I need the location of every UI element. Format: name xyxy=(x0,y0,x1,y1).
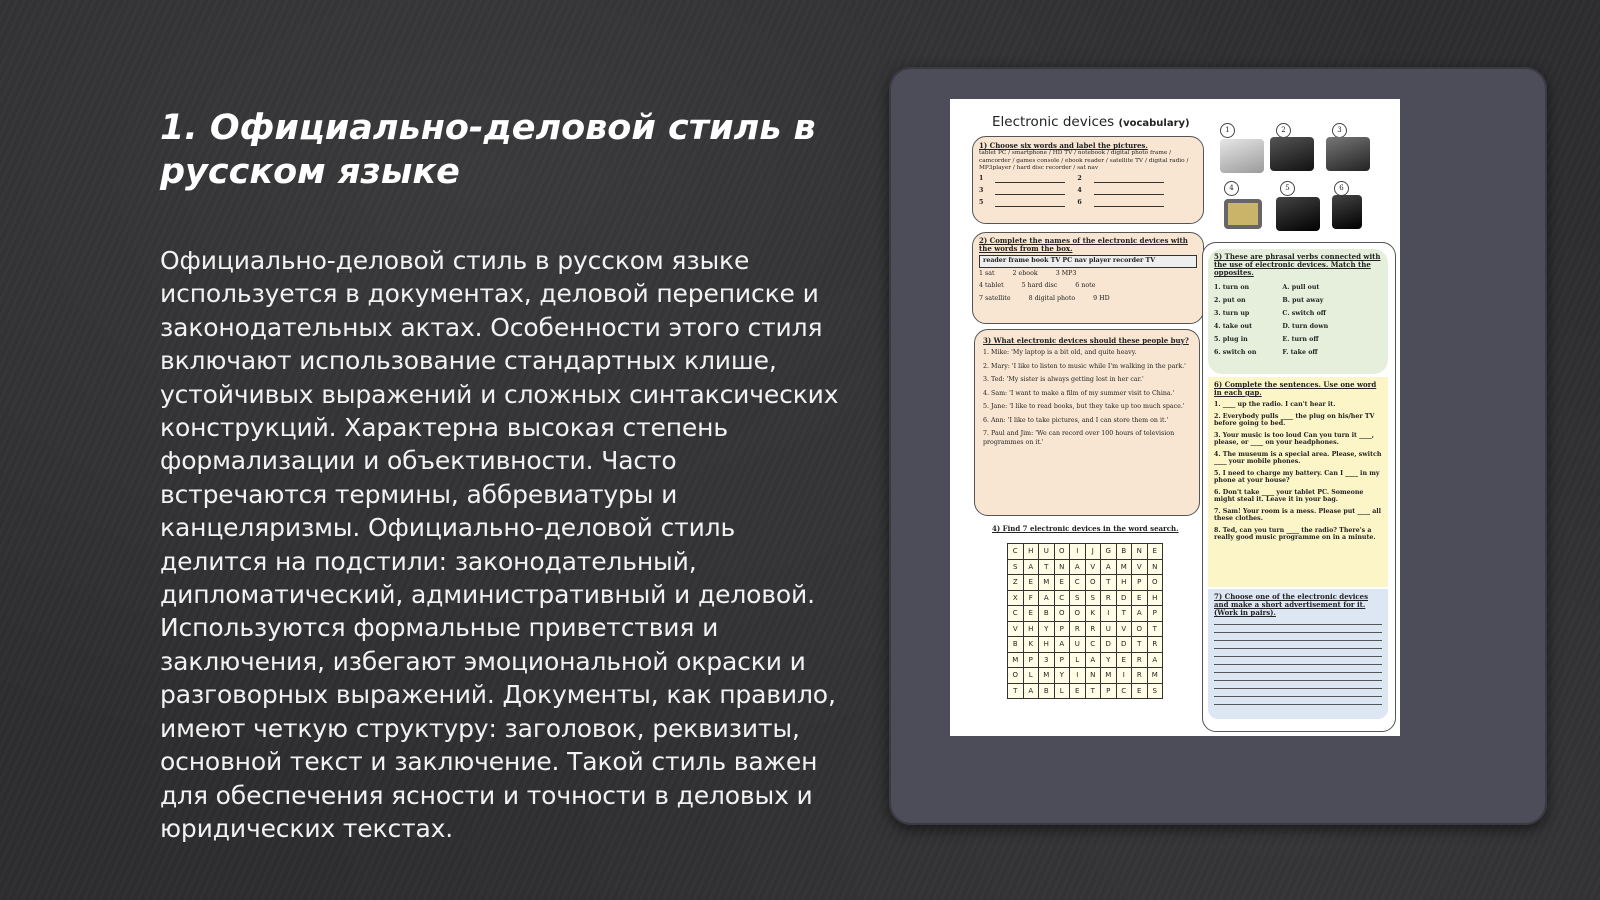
grid-cell: O xyxy=(1085,575,1101,591)
grid-cell: B xyxy=(1008,637,1024,653)
grid-row xyxy=(1008,683,1163,699)
grid-cell: S xyxy=(1085,590,1101,606)
worksheet-image: Electronic devices (vocabulary) 1) Choose six words and label the pictures. tablet PC / smartphone / HD TV / notebook / digital photo frame / camcorder / games console / ebook reader / satellite TV / digital radio / MP3player / hard disc recorder / sat nav 1 2 3 4 5 6 1 2 3 4 5 6 2) Complete the names of the electronic devices with the words from the box. reader frame book TV PC nav player recorder TV 1 sat 2 ebook 3 MP3 4 tablet 5 hard disc 6 note 7 satellite 8 digital photo 9 HD 3) What electronic devices should these people buy? 1. Mike: 'My laptop is a bit old, and quite heavy. 2. Mary: 'I like to listen to music while I'm walking in the park.' 3. Ted: 'My sister is always getting lost in her car.' 4. Sam: 'I want to make a film of my summer visit to China.' 5. Jane: 'I like to read books, but they take up too much space.' 6. Ann: 'I like to take pictures, and I can store them on it.' 7. Paul and Jim: 'We can record over 100 hours of television programmes on it.' 4) Find 7 electronic devices in the word search. C H U O I J G B N E S A T N A V A M V N Z E M E C O T H P O X F A C S S R D E H C E B O O K I T A P V H Y P R R U V O T B K H A U C D D T R M P 3 P L A Y E R A O L M Y I N M I R M T A B L E T P C E S 5) These are phrasal verbs connected with the use of electronic devices. Match the opposites. 1. turn on 2. put on 3. turn up 4. take out 5. plug in 6. switch on A. pull out B. put away C. switch off D. turn down E. turn off F. take off 6) Complete the sentences. Use one word in each gap. 1. ____ up the radio. I can't hear it. 2. Everybody pulls ____ the plug on his/her TV before going to bed. 3. Your music is too loud Can you turn it ____, please, or ____ on your headphones. 4. The museum is a special area. Please, switch ____ your mobile phones. 5. I need to charge my battery. Can I ____ in my phone at your house? 6. Don't take ____ your tablet PC. Someone might steal it. Leave it in your bag. 7. Sam! Your room is a mess. Please put ____ all these clothes. 8. Ted, can you turn ____ the radio? There's a really good music programme on in a minute. 7) Choose one of the electronic devices and make a short advertisement for it. (Work in pairs). xyxy=(950,99,1400,736)
grid-cell: M xyxy=(1039,575,1055,591)
grid-cell: N xyxy=(1147,559,1163,575)
phrasal-verb-item: 6. switch on xyxy=(1214,349,1257,356)
grid-cell: O xyxy=(1070,606,1086,622)
worksheet-title: Electronic devices (vocabulary) xyxy=(992,114,1190,130)
grid-cell: B xyxy=(1039,606,1055,622)
grid-cell: J xyxy=(1085,544,1101,560)
grid-cell: P xyxy=(1023,652,1039,668)
grid-cell: V xyxy=(1008,621,1024,637)
sentence-item: 1. ____ up the radio. I can't hear it. xyxy=(1214,401,1336,408)
grid-cell: B xyxy=(1039,683,1055,699)
grid-cell: R xyxy=(1070,621,1086,637)
grid-cell: P xyxy=(1054,652,1070,668)
phrasal-verb-opposite: F. take off xyxy=(1282,349,1318,356)
grid-cell: 3 xyxy=(1039,652,1055,668)
grid-cell: M xyxy=(1101,668,1117,684)
grid-cell: H xyxy=(1023,621,1039,637)
sentence-item: 5. I need to charge my battery. Can I ____ in my phone at your house? xyxy=(1214,469,1380,484)
grid-cell: A xyxy=(1085,652,1101,668)
grid-cell: A xyxy=(1101,559,1117,575)
word-search-grid xyxy=(1007,543,1163,699)
grid-cell: O xyxy=(1054,544,1070,560)
grid-cell: E xyxy=(1132,683,1148,699)
grid-cell: H xyxy=(1147,590,1163,606)
grid-cell: Y xyxy=(1101,652,1117,668)
grid-cell: R xyxy=(1147,637,1163,653)
grid-cell: E xyxy=(1147,544,1163,560)
grid-cell: C xyxy=(1116,683,1132,699)
phrasal-verb-opposite: E. turn off xyxy=(1282,336,1319,343)
grid-cell: C xyxy=(1054,590,1070,606)
section-2-box: 2) Complete the names of the electronic devices with the words from the box. reader frame book TV PC nav player recorder TV 1 sat 2 ebook 3 MP3 4 tablet 5 hard disc 6 note 7 satellite 8 digital photo 9 HD xyxy=(972,232,1204,324)
section-5-box: 5) These are phrasal verbs connected with the use of electronic devices. Match the opposites. 1. turn on 2. put on 3. turn up 4. take out 5. plug in 6. switch on A. pull out B. put away C. switch off D. turn down E. turn off F. take off xyxy=(1208,249,1388,374)
grid-cell: L xyxy=(1070,652,1086,668)
grid-cell: U xyxy=(1039,544,1055,560)
grid-cell: T xyxy=(1085,683,1101,699)
grid-row xyxy=(1008,621,1163,637)
sentence-item: 3. Your music is too loud Can you turn it ____, please, or ____ on your headphones. xyxy=(1214,431,1374,446)
grid-cell: E xyxy=(1054,575,1070,591)
camcorder-picture xyxy=(1276,197,1320,231)
grid-cell: B xyxy=(1116,544,1132,560)
grid-cell: O xyxy=(1054,606,1070,622)
grid-cell: V xyxy=(1085,559,1101,575)
photo-frame-picture xyxy=(1224,199,1262,229)
slide-title: 1. Официально-деловой стиль в русском языке xyxy=(160,108,816,192)
grid-cell: D xyxy=(1116,590,1132,606)
phrasal-verb-opposite: D. turn down xyxy=(1282,323,1329,330)
grid-cell: O xyxy=(1147,575,1163,591)
grid-row xyxy=(1008,637,1163,653)
grid-row xyxy=(1008,544,1163,560)
phrasal-verb-opposite: A. pull out xyxy=(1282,284,1320,291)
sentence-item: 4. The museum is a special area. Please, switch ____ your mobile phones. xyxy=(1214,450,1382,465)
phrasal-verb-item: 5. plug in xyxy=(1214,336,1248,343)
grid-row xyxy=(1008,575,1163,591)
grid-row xyxy=(1008,668,1163,684)
laptop-picture xyxy=(1220,139,1264,173)
sentence-item: 7. Sam! Your room is a mess. Please put ____ all these clothes. xyxy=(1214,507,1382,522)
grid-cell: C xyxy=(1008,606,1024,622)
grid-cell: N xyxy=(1085,668,1101,684)
grid-row xyxy=(1008,606,1163,622)
grid-cell: K xyxy=(1023,637,1039,653)
grid-cell: A xyxy=(1039,590,1055,606)
grid-cell: S xyxy=(1008,559,1024,575)
grid-cell: E xyxy=(1116,652,1132,668)
grid-row xyxy=(1008,559,1163,575)
grid-cell: H xyxy=(1039,637,1055,653)
sentence-item: 8. Ted, can you turn ____ the radio? There's a really good music programme on in a minute. xyxy=(1214,526,1376,541)
grid-cell: M xyxy=(1008,652,1024,668)
grid-cell: Y xyxy=(1054,668,1070,684)
grid-cell: R xyxy=(1101,590,1117,606)
grid-cell: E xyxy=(1023,575,1039,591)
smartphone-picture xyxy=(1332,195,1362,229)
grid-cell: L xyxy=(1023,668,1039,684)
grid-cell: M xyxy=(1116,559,1132,575)
grid-cell: F xyxy=(1023,590,1039,606)
section-1-box: 1) Choose six words and label the pictures. tablet PC / smartphone / HD TV / notebook / digital photo frame / camcorder / games console / ebook reader / satellite TV / digital radio / MP3player / hard disc recorder / sat nav 1 2 3 4 5 6 xyxy=(972,136,1204,224)
section-7-box: 7) Choose one of the electronic devices and make a short advertisement for it. (Work in pairs). xyxy=(1208,589,1388,719)
grid-cell: D xyxy=(1101,637,1117,653)
sat-nav-picture xyxy=(1326,137,1370,171)
grid-cell: E xyxy=(1070,683,1086,699)
sentence-item: 6. Don't take ____ your tablet PC. Someone might steal it. Leave it in your bag. xyxy=(1214,488,1364,503)
grid-cell: E xyxy=(1023,606,1039,622)
grid-cell: T xyxy=(1101,575,1117,591)
grid-cell: D xyxy=(1116,637,1132,653)
sentences-list xyxy=(1214,401,1382,542)
phrasal-verb-opposite: B. put away xyxy=(1282,297,1324,304)
grid-cell: X xyxy=(1008,590,1024,606)
grid-cell: A xyxy=(1023,559,1039,575)
phrasal-verb-item: 4. take out xyxy=(1214,323,1253,330)
grid-cell: M xyxy=(1147,668,1163,684)
grid-cell: S xyxy=(1147,683,1163,699)
grid-cell: O xyxy=(1132,621,1148,637)
grid-cell: E xyxy=(1132,590,1148,606)
grid-row xyxy=(1008,590,1163,606)
section-3-box: 3) What electronic devices should these people buy? 1. Mike: 'My laptop is a bit old, and quite heavy. 2. Mary: 'I like to listen to music while I'm walking in the park.' 3. Ted: 'My sister is always getting lost in her car.' 4. Sam: 'I want to make a film of my summer visit to China.' 5. Jane: 'I like to read books, but they take up too much space.' 6. Ann: 'I like to take pictures, and I can store them on it.' 7. Paul and Jim: 'We can record over 100 hours of television programmes on it.' xyxy=(974,329,1200,516)
grid-cell: P xyxy=(1054,621,1070,637)
grid-cell: N xyxy=(1054,559,1070,575)
grid-cell: I xyxy=(1070,668,1086,684)
grid-cell: T xyxy=(1039,559,1055,575)
tablet-picture xyxy=(1270,137,1314,171)
grid-cell: V xyxy=(1132,559,1148,575)
grid-cell: G xyxy=(1101,544,1117,560)
grid-cell: L xyxy=(1054,683,1070,699)
grid-cell: Z xyxy=(1008,575,1024,591)
phrasal-verbs-left xyxy=(1214,281,1256,359)
section-4-heading: 4) Find 7 electronic devices in the word search. xyxy=(992,524,1179,533)
sentence-item: 2. Everybody pulls ____ the plug on his/her TV before going to bed. xyxy=(1214,412,1375,427)
grid-cell: A xyxy=(1070,559,1086,575)
phrasal-verb-item: 2. put on xyxy=(1214,297,1246,304)
grid-cell: A xyxy=(1054,637,1070,653)
grid-cell: R xyxy=(1132,668,1148,684)
grid-cell: Y xyxy=(1039,621,1055,637)
grid-cell: T xyxy=(1132,637,1148,653)
grid-cell: A xyxy=(1147,652,1163,668)
phrasal-verbs-right xyxy=(1282,281,1328,359)
slide-body-text: Официально-деловой стиль в русском языке используется в документах, деловой переписке и законодательных актах. Особенности этого стиля включают использование стандартных клише, устойчивых выражений и сложных синтаксических конструкций. Характерна высокая степень формализации и объективности. Часто встречаются термины, аббревиатуры и канцеляризмы. Официально-деловой стиль делится на подстили: законодательный, дипломатический, административный и деловой. Используются формальные приветствия и заключения, избегают эмоциональной окраски и разговорных выражений. Документы, как правило, имеют четкую структуру: заголовок, реквизиты, основной текст и заключение. Такой стиль важен для обеспечения ясности и точности в деловых и юридических текстах. xyxy=(160,246,839,843)
grid-cell: H xyxy=(1116,575,1132,591)
grid-cell: P xyxy=(1147,606,1163,622)
grid-cell: N xyxy=(1132,544,1148,560)
grid-cell: V xyxy=(1116,621,1132,637)
grid-cell: I xyxy=(1070,544,1086,560)
grid-cell: U xyxy=(1070,637,1086,653)
grid-cell: T xyxy=(1008,683,1024,699)
grid-cell: R xyxy=(1085,621,1101,637)
grid-cell: I xyxy=(1101,606,1117,622)
section-6-box: 6) Complete the sentences. Use one word in each gap. 1. ____ up the radio. I can't hear it. 2. Everybody pulls ____ the plug on his/her TV before going to bed. 3. Your music is too loud Can you turn it ____, please, or ____ on your headphones. 4. The museum is a special area. Please, switch ____ your mobile phones. 5. I need to charge my battery. Can I ____ in my phone at your house? 6. Don't take ____ your tablet PC. Someone might steal it. Leave it in your bag. 7. Sam! Your room is a mess. Please put ____ all these clothes. 8. Ted, can you turn ____ the radio? There's a really good music programme on in a minute. xyxy=(1208,377,1388,587)
phrasal-verb-item: 3. turn up xyxy=(1214,310,1250,317)
grid-cell: M xyxy=(1039,668,1055,684)
grid-cell: T xyxy=(1147,621,1163,637)
grid-cell: O xyxy=(1008,668,1024,684)
grid-cell: I xyxy=(1116,668,1132,684)
grid-cell: K xyxy=(1085,606,1101,622)
grid-cell: A xyxy=(1023,683,1039,699)
grid-cell: C xyxy=(1008,544,1024,560)
grid-cell: T xyxy=(1116,606,1132,622)
grid-cell: C xyxy=(1070,575,1086,591)
grid-cell: U xyxy=(1101,621,1117,637)
grid-cell: H xyxy=(1023,544,1039,560)
grid-cell: S xyxy=(1070,590,1086,606)
grid-cell: R xyxy=(1132,652,1148,668)
grid-cell: A xyxy=(1132,606,1148,622)
phrasal-verb-item: 1. turn on xyxy=(1214,284,1250,291)
writing-lines xyxy=(1214,617,1382,705)
phrasal-verb-opposite: C. switch off xyxy=(1282,310,1326,317)
grid-cell: P xyxy=(1132,575,1148,591)
grid-row xyxy=(1008,652,1163,668)
grid-cell: C xyxy=(1085,637,1101,653)
grid-cell: P xyxy=(1101,683,1117,699)
